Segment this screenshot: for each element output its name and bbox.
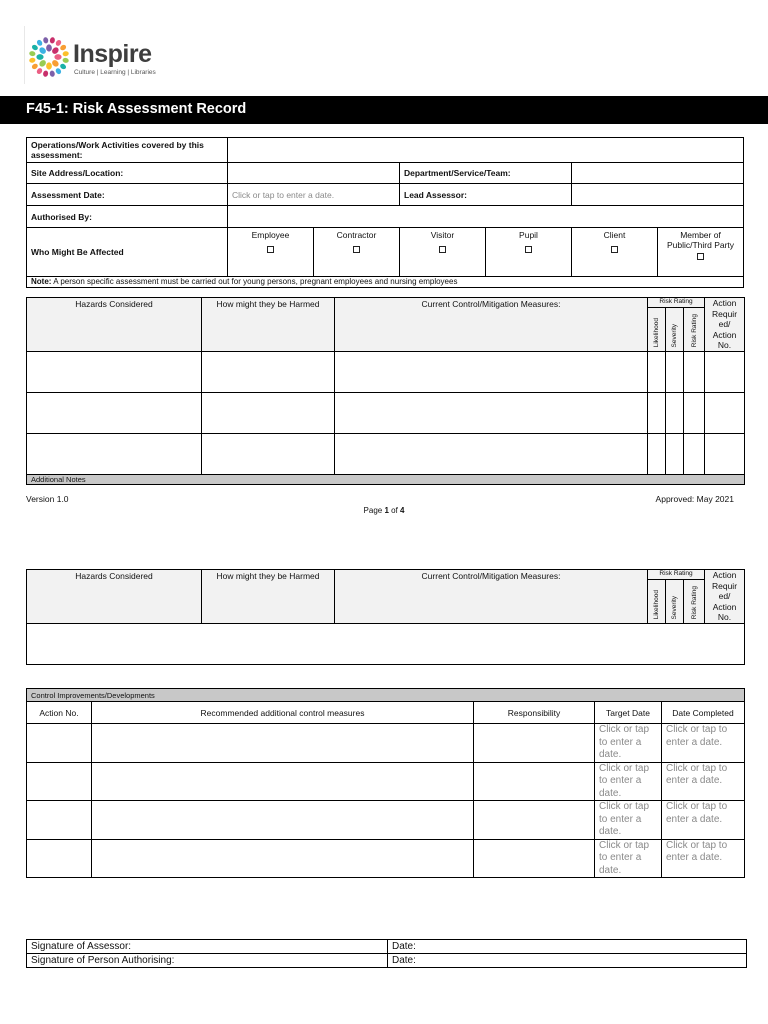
- col-how-harmed: How might they be Harmed: [202, 298, 335, 352]
- hazards-table-continued: [26, 569, 745, 665]
- logo-petal: [54, 54, 61, 60]
- assessor-date-field[interactable]: Date:: [388, 940, 747, 954]
- logo-petal: [55, 39, 63, 47]
- logo-petal: [46, 62, 52, 69]
- page-title: F45-1: Risk Assessment Record: [26, 101, 247, 117]
- lead-assessor-field[interactable]: [572, 184, 744, 206]
- col-target-date: Target Date: [595, 702, 662, 724]
- affected-option-public: Member of Public/Third Party: [658, 228, 744, 277]
- logo-petal: [43, 70, 49, 77]
- affected-option-client: Client: [572, 228, 658, 277]
- logo-petal: [59, 63, 67, 71]
- authorised-by-label: Authorised By:: [27, 206, 228, 228]
- table-row: [27, 839, 745, 878]
- target-date-field[interactable]: Click or tap to enter a date.: [595, 801, 662, 840]
- flower-icon: [26, 34, 72, 80]
- col-risk-rating: Risk Rating: [684, 308, 705, 352]
- col-date-completed: Date Completed: [662, 702, 745, 724]
- col-severity: Severity: [666, 580, 684, 624]
- site-label: Site Address/Location:: [27, 163, 228, 184]
- col-current-controls: Current Control/Mitigation Measures:: [335, 298, 648, 352]
- logo-petal: [29, 57, 36, 63]
- table-row: [27, 624, 745, 665]
- client-checkbox[interactable]: [611, 246, 618, 253]
- assessment-details-table: [26, 137, 744, 288]
- logo-petal: [43, 37, 49, 44]
- operations-label: Operations/Work Activities covered by this assessment:: [27, 138, 228, 163]
- employee-checkbox[interactable]: [267, 246, 274, 253]
- logo-petal: [55, 67, 63, 75]
- logo-petal: [38, 46, 47, 55]
- logo-petal: [38, 59, 47, 68]
- control-improvements-table: [26, 688, 745, 878]
- completed-date-field[interactable]: Click or tap to enter a date.: [662, 839, 745, 878]
- col-risk-rating-group: Risk Rating: [648, 570, 705, 580]
- col-hazards-considered: Hazards Considered: [27, 298, 202, 352]
- inspire-logo: [24, 26, 164, 84]
- who-affected-label: Who Might Be Affected: [27, 228, 228, 277]
- logo-petal: [51, 59, 60, 68]
- pupil-checkbox[interactable]: [525, 246, 532, 253]
- assessment-date-field[interactable]: Click or tap to enter a date.: [228, 184, 400, 206]
- affected-option-visitor: Visitor: [400, 228, 486, 277]
- table-row: [27, 434, 745, 475]
- col-responsibility: Responsibility: [474, 702, 595, 724]
- logo-petal: [51, 46, 60, 55]
- logo-petal: [46, 44, 52, 51]
- col-recommended-measures: Recommended additional control measures: [92, 702, 474, 724]
- col-risk-rating: Risk Rating: [684, 580, 705, 624]
- target-date-field[interactable]: Click or tap to enter a date.: [595, 724, 662, 763]
- completed-date-field[interactable]: Click or tap to enter a date.: [662, 724, 745, 763]
- col-current-controls: Current Control/Mitigation Measures:: [335, 570, 648, 624]
- hazards-table: [26, 297, 745, 485]
- logo-petal: [36, 67, 44, 75]
- col-risk-rating-group: Risk Rating: [648, 298, 705, 308]
- col-how-harmed: How might they be Harmed: [202, 570, 335, 624]
- col-action-required: Action Requir ed/ Action No.: [705, 570, 745, 624]
- table-row: [27, 352, 745, 393]
- target-date-field[interactable]: Click or tap to enter a date.: [595, 762, 662, 801]
- department-label: Department/Service/Team:: [400, 163, 572, 184]
- visitor-checkbox[interactable]: [439, 246, 446, 253]
- target-date-field[interactable]: Click or tap to enter a date.: [595, 839, 662, 878]
- note-row: Note: A person specific assessment must be carried out for young persons, pregnant employees and nursing employees: [27, 277, 744, 288]
- logo-petal: [29, 51, 36, 57]
- col-likelihood: Likelihood: [648, 580, 666, 624]
- control-section-title: Control Improvements/Developments: [27, 689, 745, 702]
- col-hazards-considered: Hazards Considered: [27, 570, 202, 624]
- affected-option-pupil: Pupil: [486, 228, 572, 277]
- authorising-signature-field[interactable]: Signature of Person Authorising:: [27, 954, 388, 968]
- col-severity: Severity: [666, 308, 684, 352]
- signatures-table: [26, 939, 747, 968]
- contractor-checkbox[interactable]: [353, 246, 360, 253]
- public-checkbox[interactable]: [697, 253, 704, 260]
- logo-wordmark: Inspire: [73, 40, 152, 68]
- logo-petal: [62, 51, 69, 57]
- table-row: [27, 801, 745, 840]
- department-field[interactable]: [572, 163, 744, 184]
- logo-petal: [49, 70, 55, 77]
- logo-petal: [36, 39, 44, 47]
- logo-petal: [36, 54, 43, 60]
- assessor-signature-field[interactable]: Signature of Assessor:: [27, 940, 388, 954]
- affected-option-employee: Employee: [228, 228, 314, 277]
- version-text: Version 1.0: [26, 494, 69, 504]
- logo-petal: [59, 44, 67, 52]
- table-row: [27, 393, 745, 434]
- table-row: [27, 724, 745, 763]
- authorising-date-field[interactable]: Date:: [388, 954, 747, 968]
- logo-petal: [49, 37, 55, 44]
- col-action-required: Action Requir ed/ Action No.: [705, 298, 745, 352]
- site-field[interactable]: [228, 163, 400, 184]
- lead-assessor-label: Lead Assessor:: [400, 184, 572, 206]
- authorised-by-field[interactable]: [228, 206, 744, 228]
- assessment-date-label: Assessment Date:: [27, 184, 228, 206]
- completed-date-field[interactable]: Click or tap to enter a date.: [662, 762, 745, 801]
- title-bar: [0, 96, 768, 124]
- logo-petal: [62, 57, 69, 63]
- table-row: [27, 762, 745, 801]
- affected-option-contractor: Contractor: [314, 228, 400, 277]
- col-likelihood: Likelihood: [648, 308, 666, 352]
- logo-petal: [31, 63, 39, 71]
- logo-petal: [31, 44, 39, 52]
- col-action-no: Action No.: [27, 702, 92, 724]
- page-number: Page 1 of 4: [363, 506, 405, 515]
- operations-field[interactable]: [228, 138, 744, 163]
- completed-date-field[interactable]: Click or tap to enter a date.: [662, 801, 745, 840]
- additional-notes-bar: Additional Notes: [27, 475, 745, 485]
- approved-text: Approved: May 2021: [655, 494, 734, 504]
- logo-tagline: Culture | Learning | Libraries: [74, 69, 156, 76]
